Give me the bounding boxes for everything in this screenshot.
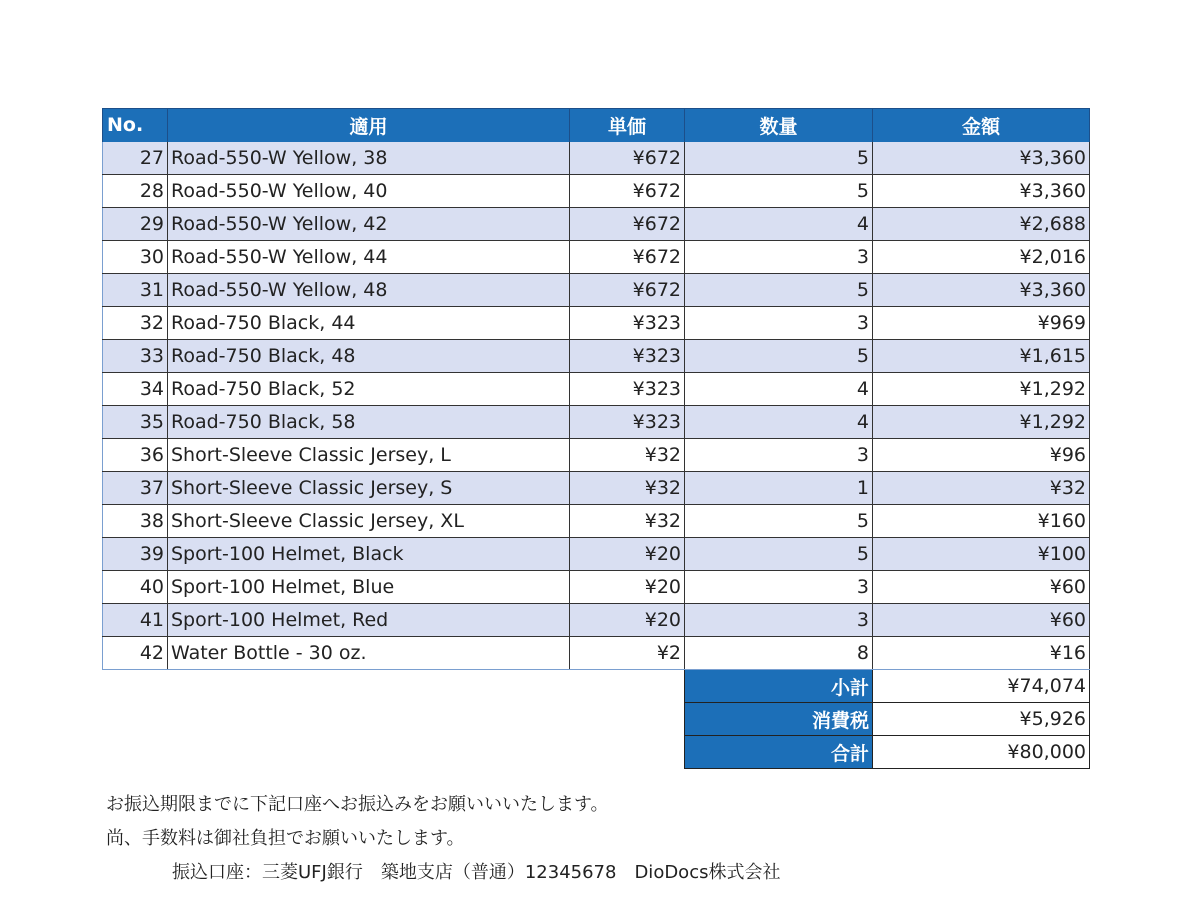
cell-amount: ¥2,016 — [873, 241, 1090, 274]
cell-quantity: 3 — [685, 439, 873, 472]
table-row — [103, 406, 1090, 439]
header-description: 適用 — [168, 109, 570, 142]
cell-unit-price: ¥672 — [570, 142, 685, 175]
cell-unit-price: ¥32 — [570, 505, 685, 538]
tax-value: ¥5,926 — [873, 703, 1090, 736]
cell-quantity: 4 — [685, 406, 873, 439]
cell-quantity: 5 — [685, 538, 873, 571]
table-row — [103, 604, 1090, 637]
cell-no: 34 — [103, 373, 168, 406]
cell-no: 35 — [103, 406, 168, 439]
table-row — [103, 505, 1090, 538]
cell-unit-price: ¥672 — [570, 274, 685, 307]
cell-unit-price: ¥20 — [570, 538, 685, 571]
cell-no: 37 — [103, 472, 168, 505]
cell-no: 40 — [103, 571, 168, 604]
table-row — [103, 637, 1090, 670]
cell-description: Short-Sleeve Classic Jersey, L — [168, 439, 570, 472]
cell-amount: ¥60 — [873, 571, 1090, 604]
payment-note-line1: お振込期限までに下記口座へお振込みをお願いいいたします。 — [106, 794, 609, 815]
cell-description: Road-550-W Yellow, 38 — [168, 142, 570, 175]
cell-unit-price: ¥672 — [570, 175, 685, 208]
table-row — [103, 340, 1090, 373]
payment-note-line2: 尚、手数料は御社負担でお願いいたします。 — [106, 828, 465, 849]
header-unit-price: 単価 — [570, 109, 685, 142]
cell-description: Sport-100 Helmet, Black — [168, 538, 570, 571]
bank-account-info: 振込口座：三菱UFJ銀行 築地支店（普通）12345678 DioDocs株式会社 — [172, 862, 781, 883]
cell-no: 30 — [103, 241, 168, 274]
header-quantity: 数量 — [685, 109, 873, 142]
cell-amount: ¥1,615 — [873, 340, 1090, 373]
cell-quantity: 5 — [685, 340, 873, 373]
table-row — [103, 142, 1090, 175]
cell-unit-price: ¥2 — [570, 637, 685, 670]
cell-description: Short-Sleeve Classic Jersey, XL — [168, 505, 570, 538]
table-row — [103, 472, 1090, 505]
cell-description: Road-750 Black, 48 — [168, 340, 570, 373]
cell-amount: ¥96 — [873, 439, 1090, 472]
table-row — [103, 274, 1090, 307]
table-row — [103, 571, 1090, 604]
cell-unit-price: ¥323 — [570, 406, 685, 439]
cell-amount: ¥16 — [873, 637, 1090, 670]
table-header-row — [103, 109, 1090, 142]
cell-no: 36 — [103, 439, 168, 472]
subtotal-row — [103, 670, 1090, 703]
cell-description: Road-550-W Yellow, 48 — [168, 274, 570, 307]
cell-amount: ¥3,360 — [873, 142, 1090, 175]
total-label: 合計 — [685, 736, 873, 769]
cell-quantity: 3 — [685, 307, 873, 340]
item-rows — [103, 142, 1090, 670]
table-row — [103, 439, 1090, 472]
cell-amount: ¥1,292 — [873, 373, 1090, 406]
cell-quantity: 5 — [685, 274, 873, 307]
cell-description: Sport-100 Helmet, Blue — [168, 571, 570, 604]
cell-no: 33 — [103, 340, 168, 373]
total-value: ¥80,000 — [873, 736, 1090, 769]
cell-description: Road-750 Black, 44 — [168, 307, 570, 340]
cell-amount: ¥3,360 — [873, 175, 1090, 208]
cell-quantity: 8 — [685, 637, 873, 670]
cell-description: Water Bottle - 30 oz. — [168, 637, 570, 670]
cell-amount: ¥60 — [873, 604, 1090, 637]
cell-amount: ¥3,360 — [873, 274, 1090, 307]
cell-description: Road-750 Black, 58 — [168, 406, 570, 439]
cell-unit-price: ¥20 — [570, 604, 685, 637]
cell-description: Road-750 Black, 52 — [168, 373, 570, 406]
cell-unit-price: ¥323 — [570, 307, 685, 340]
cell-quantity: 3 — [685, 604, 873, 637]
cell-quantity: 4 — [685, 208, 873, 241]
table-row — [103, 175, 1090, 208]
subtotal-label: 小計 — [685, 670, 873, 703]
tax-label: 消費税 — [685, 703, 873, 736]
table-row — [103, 208, 1090, 241]
table-row — [103, 538, 1090, 571]
cell-description: Road-550-W Yellow, 44 — [168, 241, 570, 274]
cell-quantity: 3 — [685, 571, 873, 604]
cell-quantity: 5 — [685, 142, 873, 175]
cell-no: 31 — [103, 274, 168, 307]
cell-no: 38 — [103, 505, 168, 538]
cell-no: 28 — [103, 175, 168, 208]
cell-unit-price: ¥20 — [570, 571, 685, 604]
cell-no: 32 — [103, 307, 168, 340]
cell-no: 41 — [103, 604, 168, 637]
tax-row — [103, 703, 1090, 736]
cell-quantity: 5 — [685, 175, 873, 208]
table-row — [103, 307, 1090, 340]
cell-description: Road-550-W Yellow, 42 — [168, 208, 570, 241]
table-row — [103, 241, 1090, 274]
cell-quantity: 1 — [685, 472, 873, 505]
totals-section — [103, 670, 1090, 769]
cell-no: 27 — [103, 142, 168, 175]
cell-description: Road-550-W Yellow, 40 — [168, 175, 570, 208]
cell-unit-price: ¥323 — [570, 340, 685, 373]
cell-description: Short-Sleeve Classic Jersey, S — [168, 472, 570, 505]
subtotal-value: ¥74,074 — [873, 670, 1090, 703]
cell-quantity: 5 — [685, 505, 873, 538]
table-row — [103, 373, 1090, 406]
cell-quantity: 3 — [685, 241, 873, 274]
cell-no: 42 — [103, 637, 168, 670]
cell-unit-price: ¥323 — [570, 373, 685, 406]
cell-unit-price: ¥32 — [570, 472, 685, 505]
cell-amount: ¥1,292 — [873, 406, 1090, 439]
cell-unit-price: ¥32 — [570, 439, 685, 472]
cell-amount: ¥2,688 — [873, 208, 1090, 241]
cell-amount: ¥160 — [873, 505, 1090, 538]
cell-amount: ¥969 — [873, 307, 1090, 340]
cell-unit-price: ¥672 — [570, 208, 685, 241]
header-no: No. — [103, 109, 168, 142]
cell-description: Sport-100 Helmet, Red — [168, 604, 570, 637]
cell-amount: ¥32 — [873, 472, 1090, 505]
header-amount: 金額 — [873, 109, 1090, 142]
cell-no: 39 — [103, 538, 168, 571]
cell-no: 29 — [103, 208, 168, 241]
cell-unit-price: ¥672 — [570, 241, 685, 274]
cell-amount: ¥100 — [873, 538, 1090, 571]
total-row — [103, 736, 1090, 769]
cell-quantity: 4 — [685, 373, 873, 406]
invoice-table — [102, 108, 1090, 769]
payment-notes — [106, 788, 780, 890]
